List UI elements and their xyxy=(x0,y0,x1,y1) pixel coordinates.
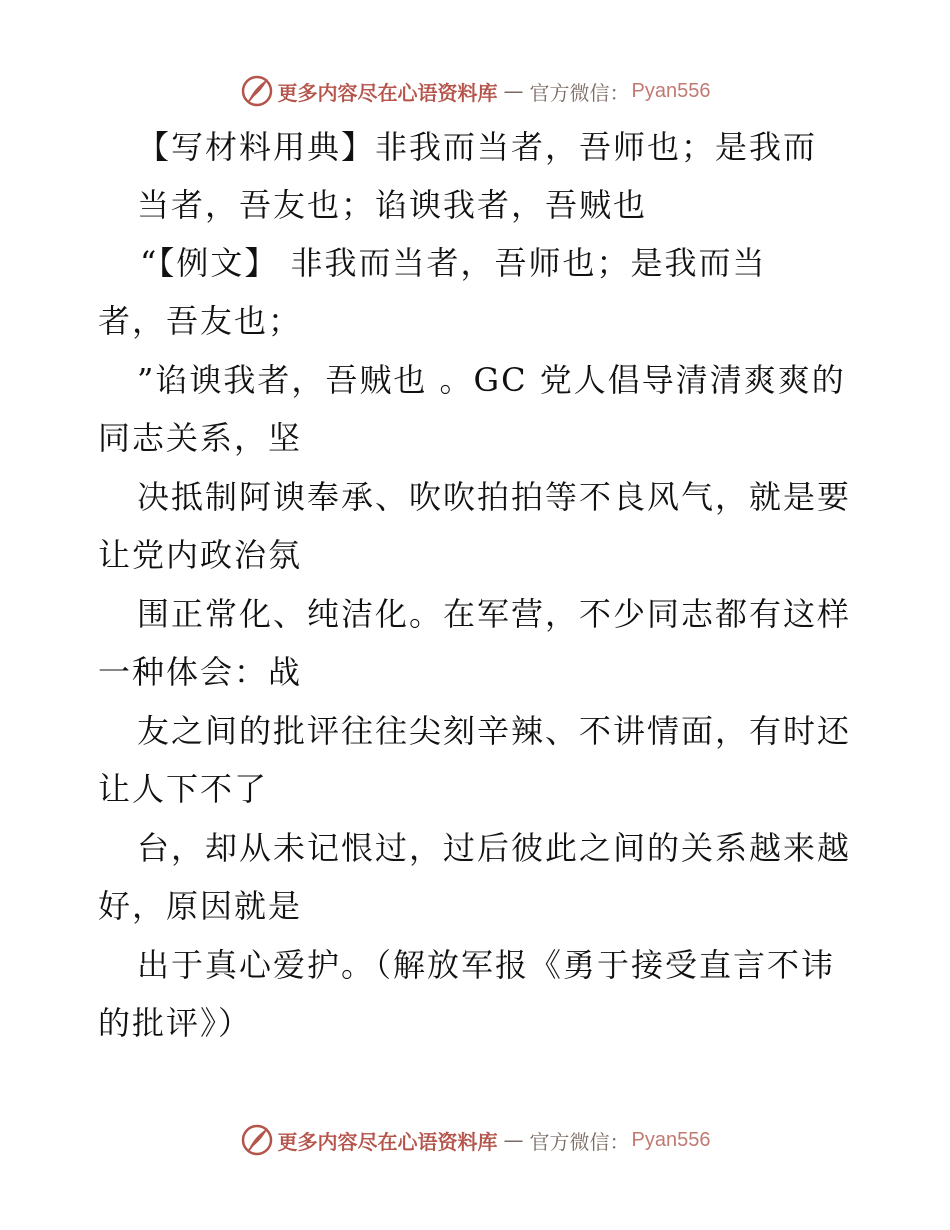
watermark-wechat-id: Pyan556 xyxy=(631,1128,711,1151)
text-line: 友之间的批评往往尖刻辛辣、不讲情面，有时还 xyxy=(137,712,852,750)
watermark-dash: — xyxy=(503,1128,524,1152)
quill-logo-icon xyxy=(240,74,274,108)
watermark-wechat-id: Pyan556 xyxy=(631,79,711,102)
text-line: 好，原因就是 xyxy=(98,887,303,925)
text-line: 同志关系，坚 xyxy=(98,419,303,457)
text-line: 围正常化、纯洁化。在军营，不少同志都有这样 xyxy=(137,595,852,633)
text-line: 者，吾友也； xyxy=(98,302,303,340)
text-line: 当者，吾友也；谄谀我者，吾贼也 xyxy=(137,186,648,224)
text-line: 让人下不了 xyxy=(98,770,269,808)
text-line: 让党内政治氛 xyxy=(98,536,303,574)
text-line: 【写材料用典】非我而当者，吾师也；是我而 xyxy=(137,128,818,166)
quill-logo-icon xyxy=(240,1123,274,1157)
watermark-official-label: 官方微信： xyxy=(529,80,630,105)
text-line: 决抵制阿谀奉承、吹吹拍拍等不良风气，就是要 xyxy=(137,478,852,516)
watermark-official-label: 官方微信： xyxy=(529,1129,630,1154)
text-line: “【例文】 非我而当者，吾师也；是我而当 xyxy=(140,244,767,282)
watermark-site-text: 更多内容尽在心语资料库 xyxy=(277,1129,498,1154)
text-line: ”谄谀我者，吾贼也 。GC 党人倡导清清爽爽的 xyxy=(137,361,846,399)
header-watermark xyxy=(0,71,950,111)
text-line: 出于真心爱护。（解放军报《勇于接受直言不讳 xyxy=(137,946,836,984)
watermark-site-text: 更多内容尽在心语资料库 xyxy=(277,80,498,105)
footer-watermark xyxy=(0,1120,950,1160)
text-line: 台，却从未记恨过，过后彼此之间的关系越来越 xyxy=(137,829,852,867)
text-line: 的批评》） xyxy=(98,1004,253,1042)
watermark-dash: — xyxy=(503,79,524,103)
text-line: 一种体会：战 xyxy=(98,653,303,691)
